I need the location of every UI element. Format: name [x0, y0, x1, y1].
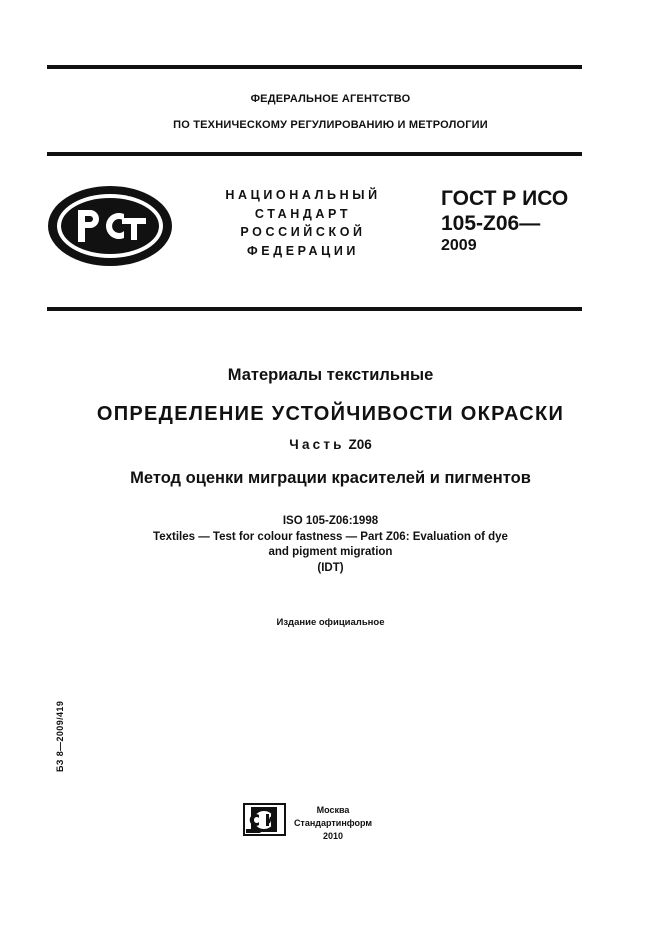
main-title: ОПРЕДЕЛЕНИЕ УСТОЙЧИВОСТИ ОКРАСКИ [96, 403, 565, 425]
subject-title: Материалы текстильные [227, 366, 434, 384]
iso-reference [0, 514, 661, 576]
part-word: Часть [289, 437, 345, 452]
iso-idt: (IDT) [317, 561, 344, 574]
part-label [0, 437, 661, 452]
publisher-info [292, 804, 374, 843]
national-line-3: РОССИЙСКОЙ [240, 225, 366, 239]
publisher-name: Стандартинформ [293, 818, 373, 828]
publisher-year: 2010 [322, 831, 344, 841]
side-code: БЗ 8—2009/419 [55, 700, 65, 772]
part-code: Z06 [348, 437, 372, 452]
top-rule [47, 65, 582, 69]
iso-title-line-2: and pigment migration [268, 546, 393, 558]
agency-line-2: ПО ТЕХНИЧЕСКОМУ РЕГУЛИРОВАНИЮ И МЕТРОЛОГИИ [173, 119, 488, 131]
gost-line-1: ГОСТ Р ИСО [441, 187, 569, 210]
national-line-2: СТАНДАРТ [254, 206, 352, 221]
publisher-city: Москва [316, 805, 350, 815]
iso-title-line-1: Textiles — Test for colour fastness — Part Z06: Evaluation of dye [153, 530, 508, 543]
national-standard-label [218, 186, 388, 260]
gost-designation [441, 186, 568, 256]
gost-year: 2009 [441, 237, 477, 254]
method-title: Метод оценки миграции красителей и пигментов [130, 469, 531, 487]
iso-code: ISO 105-Z06:1998 [282, 515, 379, 527]
standartinform-logo-icon [243, 803, 286, 836]
edition-label: Издание официальное [276, 617, 385, 628]
header-rule [47, 152, 582, 156]
standard-rule [47, 307, 582, 311]
gost-line-2: 105-Z06— [441, 212, 541, 235]
rst-certification-mark-icon [45, 183, 175, 269]
national-line-4: ФЕДЕРАЦИИ [246, 243, 359, 258]
agency-line-1: ФЕДЕРАЛЬНОЕ АГЕНТСТВО [250, 93, 411, 105]
national-line-1: НАЦИОНАЛЬНЫЙ [225, 188, 381, 202]
